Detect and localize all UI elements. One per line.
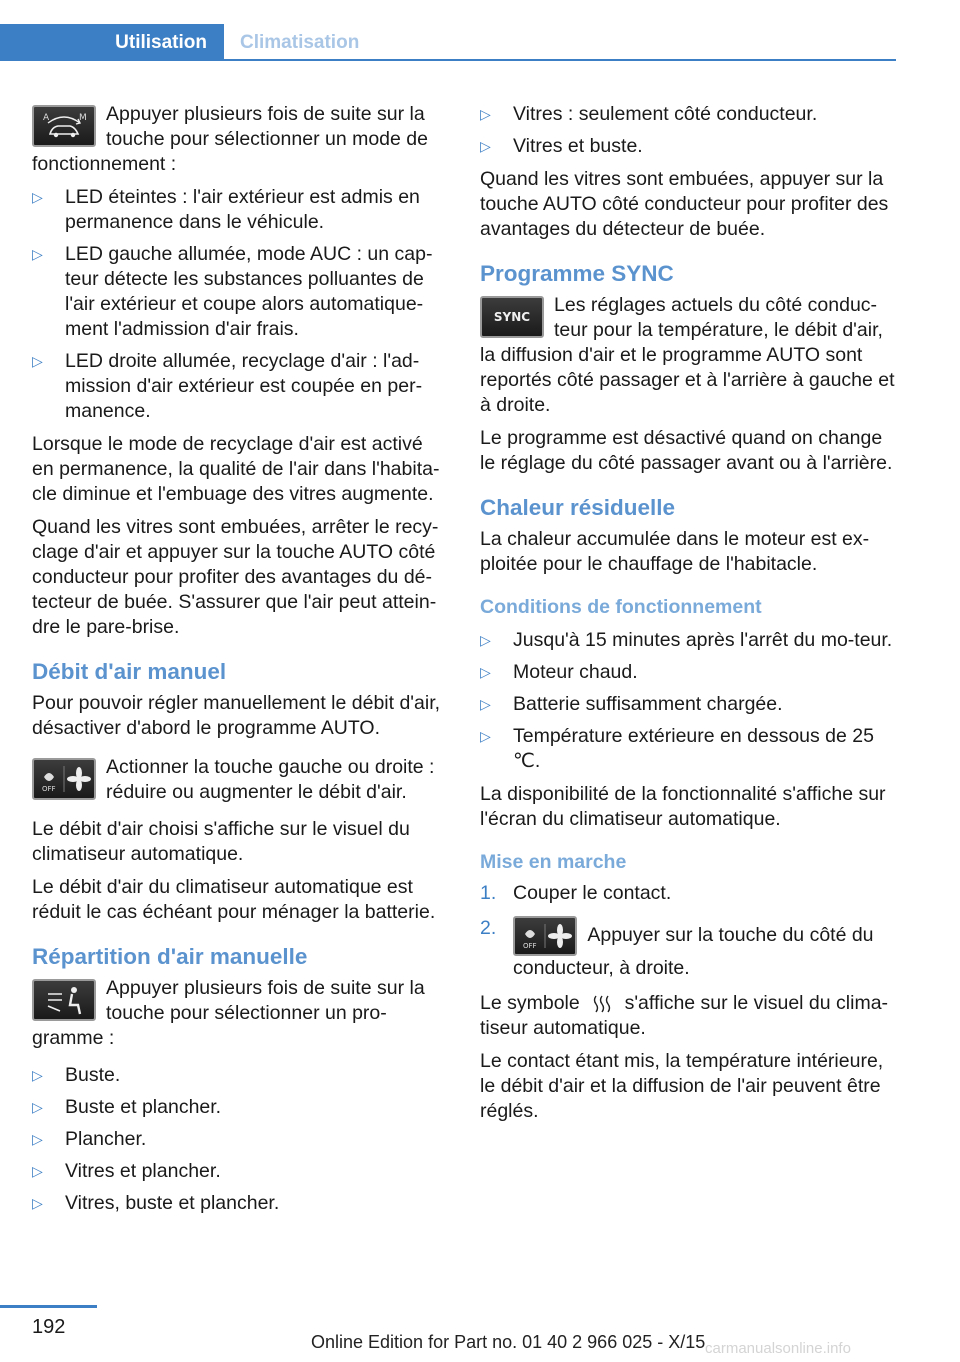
list-item: 1. Couper le contact. xyxy=(480,882,672,904)
activation-steps xyxy=(480,881,896,981)
list-item: ▷ Buste et plancher. xyxy=(32,1095,448,1120)
paragraph: Lorsque le mode de recyclage d'air est activé en permanence, la qualité de l'air dans l'habita‐cle diminue et l'embuage des vitres augmente. xyxy=(32,433,440,505)
watermark: carmanualsonline.info xyxy=(705,1340,851,1357)
header-rule xyxy=(224,59,896,61)
right-column xyxy=(480,102,896,1132)
step-number: 1. xyxy=(480,882,497,904)
conditions-list xyxy=(480,628,896,774)
paragraph: Le contact étant mis, la température intérieure, le débit d'air et la diffusion de l'air peuvent être réglés. xyxy=(480,1050,884,1122)
list-item: ▷ LED gauche allumée, mode AUC : un cap‐teur détecte les substances polluantes de l'air extérieur et coupe alors automatique‐ment l'admission d'air frais. xyxy=(32,242,448,342)
edition-note: Online Edition for Part no. 01 40 2 966 025 - X/15 xyxy=(311,1332,706,1352)
list-item: ▷ Vitres, buste et plancher. xyxy=(32,1191,448,1216)
label-off: OFF xyxy=(523,942,537,950)
residual-heat-symbol-icon xyxy=(589,993,615,1015)
paragraph: Quand les vitres sont embuées, arrêter le recy‐clage d'air et appuyer sur la touche AUTO côté conducteur pour profiter des avantages du dé‐tecteur de buée. S'assurer que l'air peut attein‐dre le pare-brise. xyxy=(32,516,439,638)
airflow-button-icon xyxy=(513,916,577,956)
list-item: ▷ Plancher. xyxy=(32,1127,448,1152)
list-item: ▷ Température extérieure en dessous de 25 ℃. xyxy=(480,724,896,774)
air-distribution-programs-list xyxy=(32,1063,448,1216)
page-number: 192 xyxy=(32,1316,66,1338)
heading-conditions: Conditions de fonctionnement xyxy=(480,596,762,618)
airflow-button-icon xyxy=(32,758,96,800)
svg-text:SYNC: SYNC xyxy=(493,310,531,324)
label-off: OFF xyxy=(42,785,56,793)
label-a: A xyxy=(43,113,50,123)
section-tab-utilisation: Utilisation xyxy=(0,24,224,61)
list-item: 2. OFF Appuyer sur la touche du côté du conducteur, à droite. xyxy=(480,917,874,979)
sync-description: SYNC Les réglages actuels du côté conduc‐teur pour la température, le débit d'air, la diffusion d'air et le programme AUTO sont reportés côté passager et à l'arrière à gauche et à droite. xyxy=(480,294,895,416)
list-item: ▷ LED droite allumée, recyclage d'air : l'ad‐mission d'air extérieur est coupée en per‐manence. xyxy=(32,349,448,424)
paragraph: Le débit d'air choisi s'affiche sur le visuel du climatiseur automatique. xyxy=(32,818,410,865)
heading-mise-en-marche: Mise en marche xyxy=(480,851,627,873)
air-distribution-button-icon xyxy=(32,979,96,1021)
paragraph: Le programme est désactivé quand on change le réglage du côté passager avant ou à l'arrière. xyxy=(480,427,893,474)
heading-repartition-air: Répartition d'air manuelle xyxy=(32,944,308,969)
paragraph: Pour pouvoir régler manuellement le débit d'air, désactiver d'abord le programme AUTO. xyxy=(32,692,441,739)
sync-button-icon xyxy=(480,296,544,338)
air-distribution-programs-list-cont xyxy=(480,102,896,159)
paragraph: Le débit d'air du climatiseur automatique est réduit le cas échéant pour ménager la batterie. xyxy=(32,876,436,923)
list-item: ▷ Vitres et buste. xyxy=(480,134,896,159)
paragraph: Le symbole s'affiche sur le visuel du clima‐tiseur automatique. xyxy=(480,992,889,1039)
paragraph: Quand les vitres sont embuées, appuyer sur la touche AUTO côté conducteur pour profiter des avantages du détecteur de buée. xyxy=(480,168,889,240)
section-tab-climatisation: Climatisation xyxy=(240,32,360,53)
heading-chaleur-residuelle: Chaleur résiduelle xyxy=(480,495,676,520)
list-item: ▷ Batterie suffisamment chargée. xyxy=(480,692,896,717)
recirculation-modes-list xyxy=(32,185,448,424)
heading-programme-sync: Programme SYNC xyxy=(480,261,674,286)
footer-rule xyxy=(0,1305,97,1308)
list-item: ▷ Buste. xyxy=(32,1063,448,1088)
page-header xyxy=(0,24,960,62)
list-item: ▷ Vitres et plancher. xyxy=(32,1159,448,1184)
air-distribution-instruction: Appuyer plusieurs fois de suite sur la touche pour sélectionner un pro‐gramme : xyxy=(32,977,425,1049)
step-number: 2. xyxy=(480,917,497,939)
recirculation-button-icon xyxy=(32,105,96,147)
list-item: ▷ Vitres : seulement côté conducteur. xyxy=(480,102,896,127)
list-item: ▷ Moteur chaud. xyxy=(480,660,896,685)
paragraph: La disponibilité de la fonctionnalité s'affiche sur l'écran du climatiseur automatique. xyxy=(480,783,886,830)
paragraph: La chaleur accumulée dans le moteur est ex‐ploitée pour le chauffage de l'habitacle. xyxy=(480,528,870,575)
list-item: ▷ Jusqu'à 15 minutes après l'arrêt du mo‐teur. xyxy=(480,628,896,653)
recirculation-intro: A M Appuyer plusieurs fois de suite sur la touche pour sélectionner un mode de fonctionnement : xyxy=(32,103,428,175)
left-column xyxy=(32,102,448,1224)
label-m: M xyxy=(79,113,87,123)
heading-debit-air: Débit d'air manuel xyxy=(32,659,227,684)
airflow-instruction: OFF Actionner la touche gauche ou droite : réduire ou augmenter le débit d'air. xyxy=(32,755,448,805)
list-item: ▷ LED éteintes : l'air extérieur est admis en permanence dans le véhicule. xyxy=(32,185,448,235)
